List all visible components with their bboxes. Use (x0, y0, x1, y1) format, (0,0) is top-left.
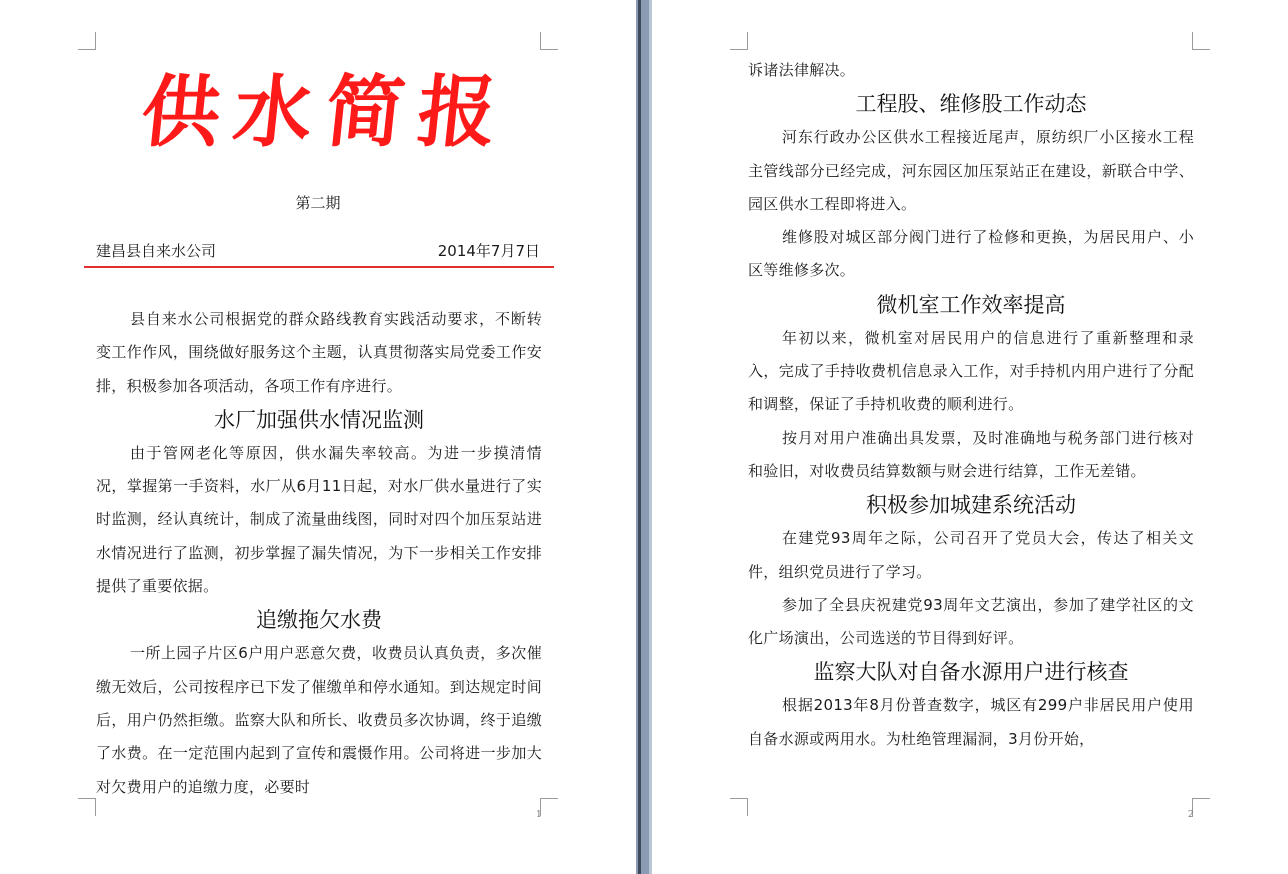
crop-mark-top-right (540, 32, 558, 50)
page-number: 2 (1188, 810, 1194, 820)
crop-mark-top-right (1192, 32, 1210, 50)
crop-mark-bottom-right (1192, 798, 1210, 816)
body-paragraph: 年初以来，微机室对居民用户的信息进行了重新整理和录入，完成了手持收费机信息录入工作，对手持机内用户进行了分配和调整，保证了手持机收费的顺利进行。 (748, 328, 1194, 414)
page-number: 1 (536, 810, 542, 820)
red-separator-line (84, 266, 554, 268)
issue-number: 第二期 (295, 194, 341, 212)
crop-mark-bottom-left (78, 798, 96, 816)
page2-body (748, 54, 1194, 756)
continuation-text: 诉诸法律解决。 (748, 61, 856, 79)
body-paragraph: 由于管网老化等原因，供水漏失率较高。为进一步摸清情况，掌握第一手资料，水厂从6月11日起，对水厂供水量进行了实时监测，经认真统计，制成了流量曲线图，同时对四个加压泵站进水情况进行了监测，初步掌握了漏失情况，为下一步相关工作安排提供了重要依据。 (96, 443, 542, 596)
section-heading: 追缴拖欠水费 (256, 608, 382, 633)
document-page-1 (0, 0, 636, 874)
crop-mark-top-left (78, 32, 96, 50)
section-heading: 积极参加城建系统活动 (866, 493, 1076, 518)
document-page-2 (652, 0, 1288, 874)
newsletter-masthead: 供水简报 (137, 67, 515, 158)
body-paragraph: 在建党93周年之际，公司召开了党员大会，传达了相关文件，组织党员进行了学习。 (748, 529, 1194, 581)
section-heading: 工程股、维修股工作动态 (855, 92, 1087, 117)
page1-body (96, 303, 542, 804)
page-separator (636, 0, 652, 874)
body-paragraph: 一所上园子片区6户用户恶意欠费，收费员认真负责，多次催缴无效后，公司按程序已下发了催缴单和停水通知。到达规定时间后，用户仍然拒缴。监察大队和所长、收费员多次协调，终于追缴了水费。在一定范围内起到了宣传和震慑作用。公司将进一步加大对欠费用户的追缴力度，必要时 (96, 644, 542, 796)
section-heading: 水厂加强供水情况监测 (214, 407, 424, 432)
crop-mark-top-left (730, 32, 748, 50)
body-paragraph: 根据2013年8月份普查数字，城区有299户非居民用户使用自备水源或两用水。为杜绝管理漏洞，3月份开始， (748, 696, 1194, 748)
body-paragraph: 维修股对城区部分阀门进行了检修和更换，为居民用户、小区等维修多次。 (748, 228, 1194, 280)
section-heading: 监察大队对自备水源用户进行核查 (813, 660, 1129, 685)
publish-date: 2014年7月7日 (437, 242, 540, 260)
body-paragraph: 按月对用户准确出具发票，及时准确地与税务部门进行核对和验旧，对收费员结算数额与财会进行结算，工作无差错。 (748, 428, 1194, 480)
intro-paragraph: 县自来水公司根据党的群众路线教育实践活动要求，不断转变工作作风，围绕做好服务这个主题，认真贯彻落实局党委工作安排，积极参加各项活动，各项工作有序进行。 (96, 310, 542, 395)
section-heading: 微机室工作效率提高 (876, 292, 1066, 317)
publisher-line (96, 241, 540, 261)
crop-mark-bottom-left (730, 798, 748, 816)
crop-mark-bottom-right (540, 798, 558, 816)
body-paragraph: 河东行政办公区供水工程接近尾声，原纺织厂小区接水工程主管线部分已经完成，河东园区加压泵站正在建设，新联合中学、园区供水工程即将进入。 (748, 128, 1194, 213)
company-name: 建昌县自来水公司 (96, 242, 217, 260)
body-paragraph: 参加了全县庆祝建党93周年文艺演出，参加了建学社区的文化广场演出，公司选送的节目得到好评。 (748, 595, 1194, 648)
